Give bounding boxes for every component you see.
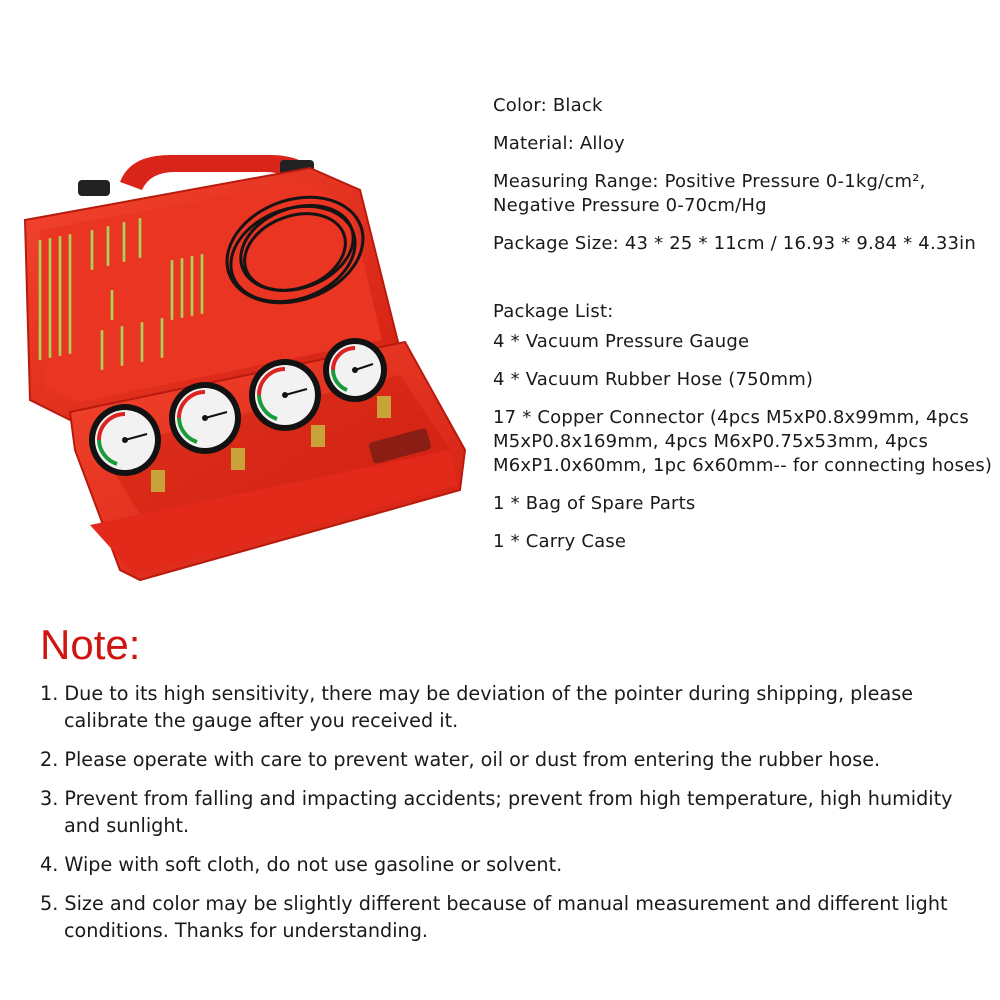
specifications <box>493 94 993 568</box>
note-item: 4. Wipe with soft cloth, do not use gasoline or solvent. <box>40 853 563 876</box>
connector-pin <box>180 258 184 318</box>
connector-pin <box>138 218 142 258</box>
connector-pin <box>100 330 104 370</box>
connector-pin <box>120 326 124 366</box>
spec-range-line1: Measuring Range: Positive Pressure 0-1kg/cm², <box>493 171 926 192</box>
spec-measuring-range <box>493 170 993 218</box>
package-item: 4 * Vacuum Rubber Hose (750mm) <box>493 369 814 390</box>
product-image <box>10 150 480 600</box>
spec-color: Color: Black <box>493 95 603 116</box>
connector-pin <box>68 234 72 354</box>
note-item: 1. Due to its high sensitivity, there may be deviation of the pointer during shipping, please calibrate the gauge after you received it. <box>40 682 914 732</box>
connector-pin <box>38 240 42 360</box>
latch-left <box>78 180 110 196</box>
connector-pin <box>160 318 164 358</box>
spec-range-line2: Negative Pressure 0-70cm/Hg <box>493 195 767 216</box>
note-item: 2. Please operate with care to prevent water, oil or dust from entering the rubber hose. <box>40 748 881 771</box>
note-list <box>40 680 990 956</box>
package-list-title: Package List: <box>493 301 614 322</box>
spec-material: Material: Alloy <box>493 133 625 154</box>
package-item: 1 * Bag of Spare Parts <box>493 493 696 514</box>
package-item: 17 * Copper Connector (4pcs M5xP0.8x99mm, 4pcs M5xP0.8x169mm, 4pcs M6xP0.75x53mm, 4pcs M6xP1.0x60mm, 1pc 6x60mm-- for connecting hoses) <box>493 407 993 476</box>
package-item: 1 * Carry Case <box>493 531 627 552</box>
package-item: 4 * Vacuum Pressure Gauge <box>493 331 750 352</box>
connector-pin <box>106 226 110 266</box>
connector-pin <box>122 222 126 262</box>
note-title: Note: <box>40 621 141 668</box>
note-item: 5. Size and color may be slightly different because of manual measurement and different light conditions. Thanks for understanding. <box>40 892 948 942</box>
connector-pin <box>190 256 194 316</box>
connector-pin <box>140 322 144 362</box>
connector-pin <box>48 238 52 358</box>
connector-pin <box>170 260 174 320</box>
spec-package-size: Package Size: 43 * 25 * 11cm / 16.93 * 9.84 * 4.33in <box>493 233 976 254</box>
note-item: 3. Prevent from falling and impacting accidents; prevent from high temperature, high humidity and sunlight. <box>40 787 953 837</box>
connector-pin <box>90 230 94 270</box>
connector-pin <box>58 236 62 356</box>
connector-pin <box>200 254 204 314</box>
connector-pin <box>110 290 114 320</box>
